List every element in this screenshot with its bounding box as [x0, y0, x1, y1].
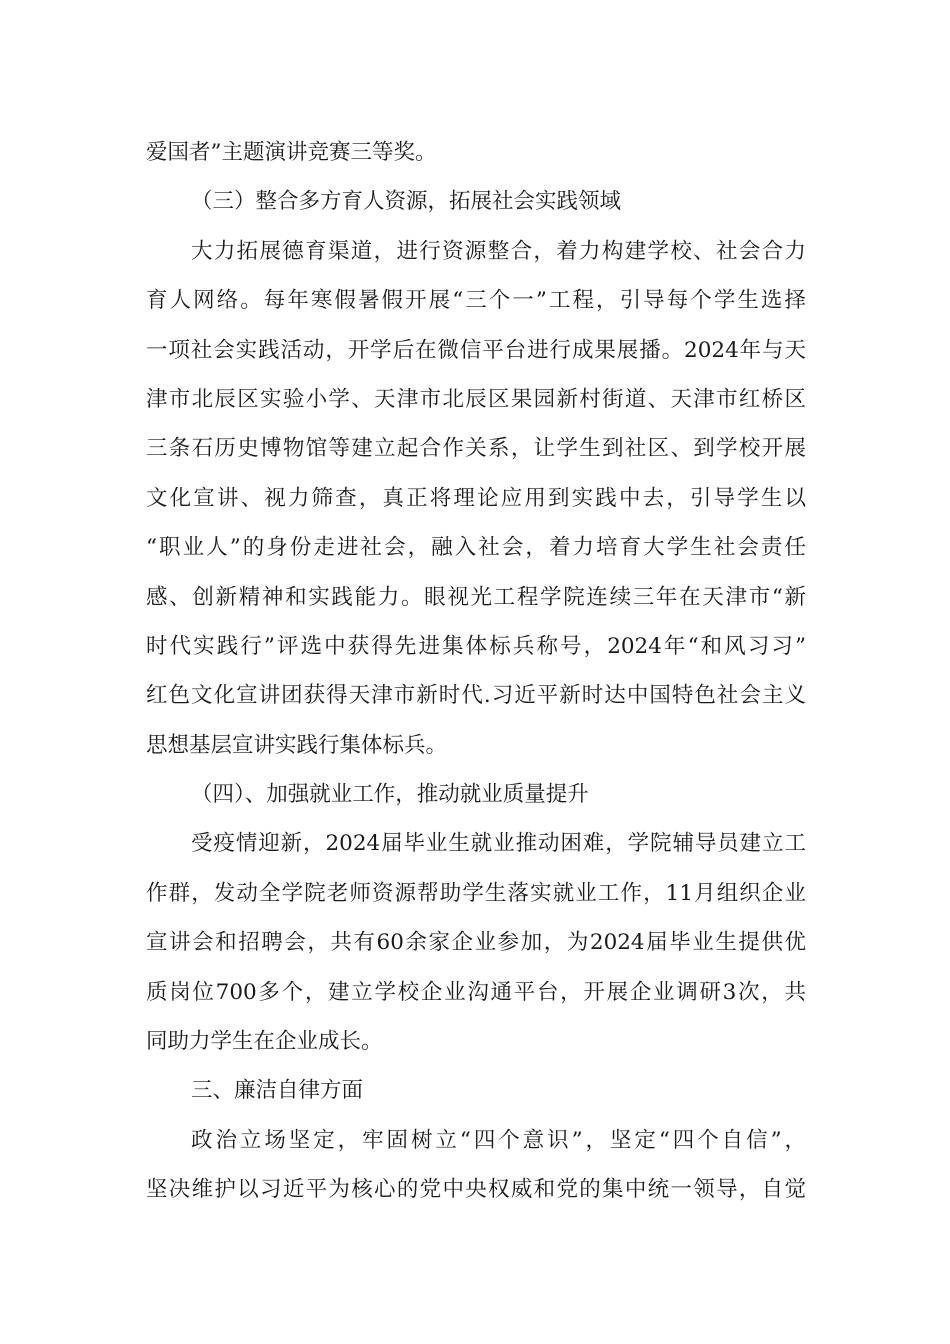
text-line: 同助力学生在企业成长。	[146, 1029, 383, 1055]
text-line: 坚决维护以习近平为核心的党中央权威和党的集中统一领导，自觉	[146, 1177, 806, 1203]
text-line: 文化宣讲、视力筛查，真正将理论应用到实践中去，引导学生以	[146, 485, 806, 511]
text-line: 作群，发动全学院老师资源帮助学生落实就业工作，11月组织企业	[146, 880, 806, 906]
document-page	[146, 128, 806, 1215]
text-line: 政治立场坚定，牢固树立“四个意识”，坚定“四个自信”，	[191, 1127, 806, 1153]
text-line: 受疫情迎新，2024届毕业生就业推动困难，学院辅导员建立工	[191, 831, 806, 857]
text-line: （三）整合多方育人资源，拓展社会实践领域	[191, 189, 622, 215]
text-line: 质岗位700多个，建立学校企业沟通平台，开展企业调研3次，共	[146, 979, 806, 1005]
text-line: 三条石历史博物馆等建立起合作关系，让学生到社区、到学校开展	[146, 436, 806, 462]
text-line: 爱国者”主题演讲竞赛三等奖。	[146, 140, 437, 165]
text-line: “职业人”的身份走进社会，融入社会，着力培育大学生社会责任	[146, 535, 806, 561]
text-line: 感、创新精神和实践能力。眼视光工程学院连续三年在天津市“新	[146, 584, 806, 610]
text-line: 思想基层宣讲实践行集体标兵。	[146, 732, 448, 758]
text-line: 红色文化宣讲团获得天津市新时代.习近平新时达中国特色社会主义	[146, 683, 806, 709]
text-line: 育人网络。每年寒假暑假开展“三个一”工程，引导每个学生选择	[146, 288, 806, 314]
text-line: 宣讲会和招聘会，共有60余家企业参加，为2024届毕业生提供优	[146, 930, 806, 956]
text-line: 三、廉洁自律方面	[191, 1078, 364, 1104]
text-line: 津市北辰区实验小学、天津市北辰区果园新村街道、天津市红桥区	[146, 386, 806, 412]
text-line: 大力拓展德育渠道，进行资源整合，着力构建学校、社会合力	[191, 238, 806, 264]
text-line: 一项社会实践活动，开学后在微信平台进行成果展播。2024年与天	[146, 337, 806, 363]
text-line: 时代实践行”评选中获得先进集体标兵称号，2024年“和风习习”	[146, 633, 806, 659]
text-line: （四）、加强就业工作，推动就业质量提升	[191, 782, 589, 808]
